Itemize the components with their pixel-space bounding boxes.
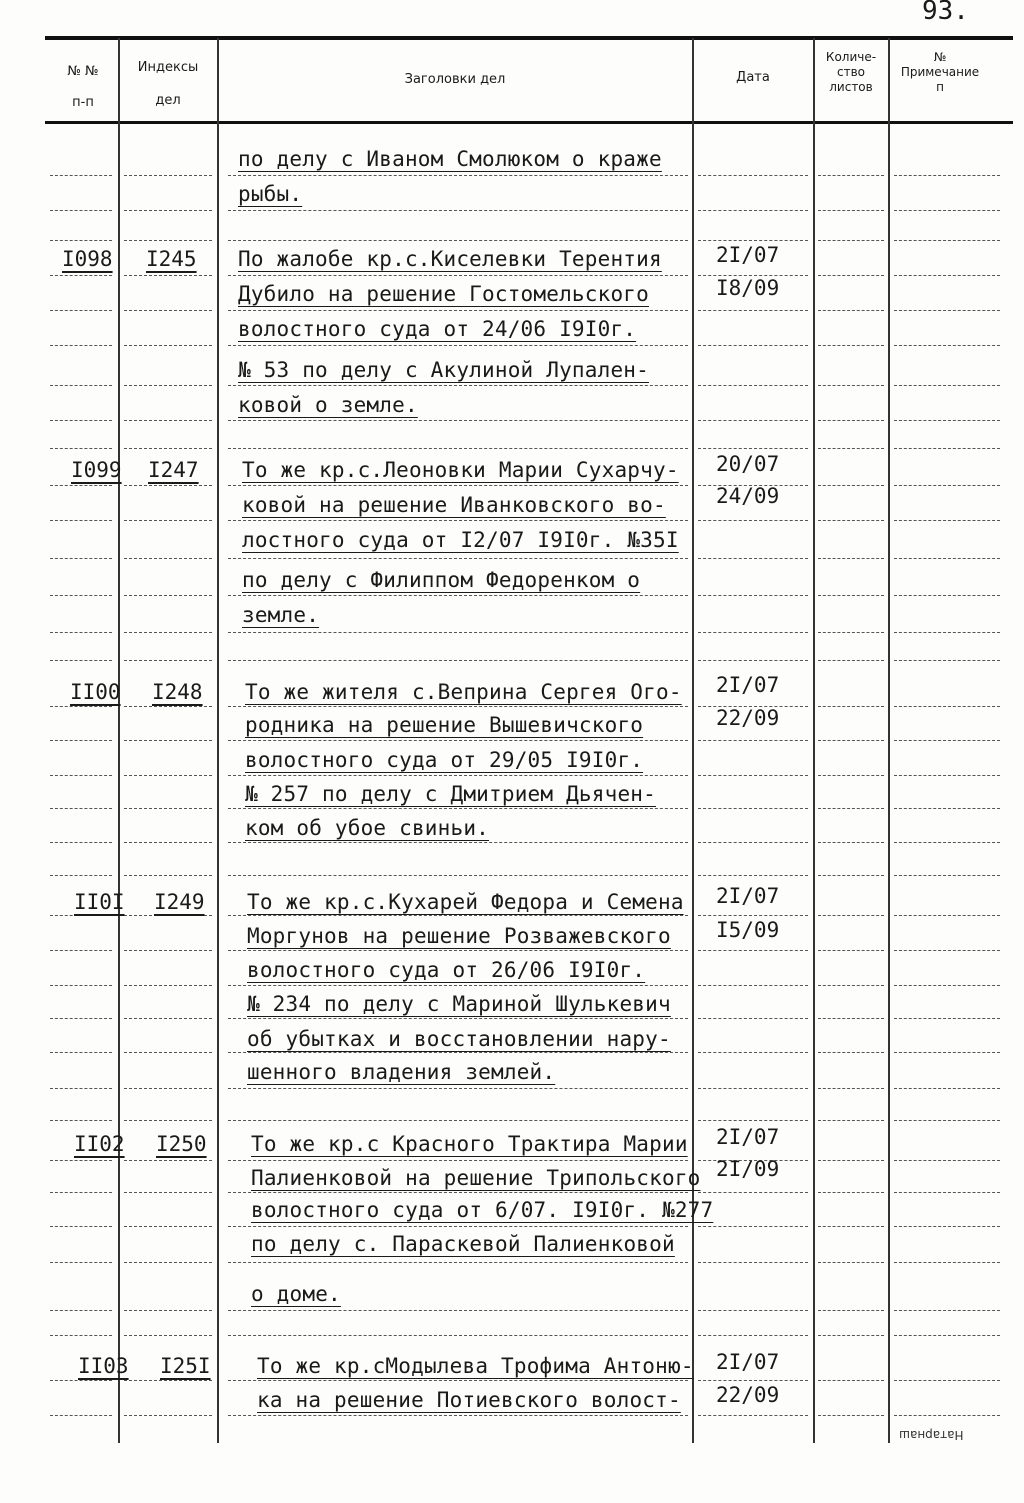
row-index: I248 [152,680,203,704]
ruled-line [124,520,212,522]
row-date: 2I/09 [716,1157,780,1181]
ruled-line [894,448,1000,450]
ruled-line [124,775,212,777]
ruled-line [698,175,808,177]
ruled-line [894,1415,1000,1417]
ruled-line [228,985,688,987]
ruled-line [818,1335,884,1337]
row-number: I098 [62,247,113,271]
ruled-line [228,808,688,810]
ruled-line [698,875,808,877]
ruled-line [818,1262,884,1264]
ruled-line [698,808,808,810]
row-title-line: То же кр.сМодылева Трофима Антоню- [257,1354,694,1378]
ruled-line [894,240,1000,242]
header-note: № Примечание п [900,50,980,94]
ruled-line [894,385,1000,387]
ruled-line [228,842,688,844]
row-index: I247 [148,458,199,482]
row-title-line: Палиенковой на решение Трипольского [251,1166,701,1190]
ruled-line [124,1088,212,1090]
ruled-line [818,175,884,177]
ruled-line [124,1018,212,1020]
row-title-line: по делу с Филиппом Федоренком о [242,568,641,592]
ruled-line [818,1226,884,1228]
ruled-line [894,1160,1000,1162]
ruled-line [228,1380,688,1382]
row-index: I249 [154,890,205,914]
header-num: № № п-п [67,64,99,110]
ruled-line [228,950,688,952]
ruled-line [818,1018,884,1020]
ruled-line [50,485,112,487]
row-date: 22/09 [716,706,780,730]
row-date: 2I/07 [716,884,780,908]
ruled-line [50,420,112,422]
ruled-line [50,1335,112,1337]
column-divider [813,38,815,1443]
ruled-line [894,1088,1000,1090]
ruled-line [124,210,212,212]
row-title-line: № 234 по делу с Мариной Шулькевич [247,992,671,1016]
ruled-line [124,1052,212,1054]
ruled-line [228,1192,688,1194]
ruled-line [698,1052,808,1054]
ruled-line [698,1088,808,1090]
ruled-line [124,1415,212,1417]
ruled-line [228,632,688,634]
ruled-line [894,706,1000,708]
row-title-line: ком об убое свиньи. [245,816,490,840]
ruled-line [124,1335,212,1337]
ruled-line [818,1415,884,1417]
continuation-line: рыбы. [238,182,303,206]
ruled-line [894,175,1000,177]
ruled-line [124,1192,212,1194]
ruled-line [228,740,688,742]
ruled-line [818,1088,884,1090]
row-title-line: То же жителя с.Веприна Сергея Ого- [245,680,682,704]
ruled-line [818,1192,884,1194]
ruled-line [228,660,688,662]
ruled-line [818,915,884,917]
ruled-line [894,985,1000,987]
ruled-line [50,740,112,742]
ruled-line [50,1192,112,1194]
ruled-line [698,1226,808,1228]
ruled-line [124,706,212,708]
row-title-line: лостного суда от I2/07 I9I0г. №35I [242,528,679,552]
row-title-line: Дубило на решение Гостомельского [238,282,649,306]
ruled-line [124,1380,212,1382]
ruled-line [894,1226,1000,1228]
ruled-line [698,1192,808,1194]
ruled-line [124,950,212,952]
ruled-line [228,485,688,487]
ruled-line [228,1160,688,1162]
ruled-line [50,520,112,522]
ruled-line [894,1310,1000,1312]
ruled-line [818,275,884,277]
ruled-line [228,385,688,387]
ruled-line [50,175,112,177]
header-index: Индексы дел [137,60,199,108]
ruled-line [698,985,808,987]
ruled-line [124,808,212,810]
ruled-line [124,275,212,277]
ruled-line [818,842,884,844]
ruled-line [894,485,1000,487]
ruled-line [50,950,112,952]
row-title-line: об убытках и восстановлении нару- [247,1027,671,1051]
ruled-line [124,660,212,662]
ruled-line [50,660,112,662]
ruled-line [818,345,884,347]
row-title-line: То же кр.с Красного Трактира Марии [251,1132,688,1156]
row-title-line: о доме. [251,1282,341,1306]
ruled-line [818,660,884,662]
ruled-line [698,520,808,522]
ruled-line [124,1262,212,1264]
ruled-line [124,420,212,422]
ruled-line [698,345,808,347]
ruled-line [228,448,688,450]
ruled-line [124,842,212,844]
row-date: 2I/07 [716,673,780,697]
row-title-line: То же кр.с.Кухарей Федора и Семена [247,890,684,914]
ruled-line [894,420,1000,422]
row-title-line: волостного суда от 26/06 I9I0г. [247,958,646,982]
row-number: II0I [74,890,125,914]
ruled-line [818,520,884,522]
row-date: 2I/07 [716,1350,780,1374]
ruled-line [50,1380,112,1382]
ruled-line [698,915,808,917]
ruled-line [818,210,884,212]
ruled-line [698,1120,808,1122]
header-title: Заголовки дел [404,72,506,87]
ruled-line [818,420,884,422]
ruled-line [894,1192,1000,1194]
ruled-line [50,1160,112,1162]
ruled-line [228,175,688,177]
ruled-line [228,240,688,242]
row-title-line: родника на решение Вышевичского [245,713,644,737]
ruled-line [698,842,808,844]
ruled-line [50,310,112,312]
ruled-line [818,1310,884,1312]
ruled-line [894,1052,1000,1054]
ruled-line [228,915,688,917]
footer-stamp: Натарнаш [899,1428,964,1442]
ruled-line [818,1120,884,1122]
ruled-line [50,875,112,877]
ruled-line [894,808,1000,810]
ruled-line [124,632,212,634]
ruled-line [894,915,1000,917]
ruled-line [894,1380,1000,1382]
ruled-line [50,775,112,777]
ruled-line [50,808,112,810]
row-number: II02 [74,1132,125,1156]
ruled-line [124,345,212,347]
ruled-line [818,740,884,742]
ruled-line [698,595,808,597]
top-rule [45,36,1013,40]
ruled-line [818,485,884,487]
ruled-line [124,175,212,177]
row-title-line: ковой о земле. [238,393,418,417]
column-divider [692,38,694,1443]
row-title-line: То же кр.с.Леоновки Марии Сухарчу- [242,458,679,482]
row-title-line: Моргунов на решение Розважевского [247,924,671,948]
ruled-line [894,275,1000,277]
column-divider [888,38,890,1443]
ruled-line [818,448,884,450]
ruled-line [124,595,212,597]
ruled-line [50,915,112,917]
ruled-line [50,1310,112,1312]
ruled-line [50,385,112,387]
ruled-line [698,632,808,634]
ruled-line [818,240,884,242]
row-date: 2I/07 [716,243,780,267]
ruled-line [818,310,884,312]
row-title-line: ка на решение Потиевского волост- [257,1388,681,1412]
ruled-line [124,448,212,450]
ruled-line [50,632,112,634]
ruled-line [228,1120,688,1122]
ruled-line [698,660,808,662]
ruled-line [698,448,808,450]
row-date: 2I/07 [716,1125,780,1149]
ruled-line [228,1415,688,1417]
ruled-line [698,1335,808,1337]
ruled-line [50,240,112,242]
ruled-line [894,1262,1000,1264]
ruled-line [228,275,688,277]
ruled-line [228,558,688,560]
ruled-line [50,448,112,450]
ruled-line [50,1415,112,1417]
ruled-line [124,1310,212,1312]
ruled-line [124,240,212,242]
ruled-line [50,1226,112,1228]
ruled-line [894,875,1000,877]
row-number: II00 [70,680,121,704]
ruled-line [124,1226,212,1228]
row-number: II03 [78,1354,129,1378]
ruled-line [698,310,808,312]
header-sheets: Количе- ство листов [825,50,877,94]
ruled-line [124,875,212,877]
ruled-line [228,595,688,597]
column-divider [217,38,219,1443]
header-rule [45,121,1013,124]
ruled-line [894,310,1000,312]
row-title-line: по делу с. Параскевой Палиенковой [251,1232,675,1256]
ruled-line [124,985,212,987]
ruled-line [698,1380,808,1382]
ruled-line [698,775,808,777]
ruled-line [894,1335,1000,1337]
ruled-line [124,558,212,560]
ruled-line [894,210,1000,212]
ruled-line [818,558,884,560]
row-title-line: земле. [242,603,320,627]
ruled-line [50,345,112,347]
ruled-line [894,558,1000,560]
ruled-line [124,310,212,312]
ruled-line [124,485,212,487]
ruled-line [818,950,884,952]
ruled-line [894,660,1000,662]
ruled-line [698,1415,808,1417]
ruled-line [228,520,688,522]
ruled-line [894,1018,1000,1020]
ruled-line [818,985,884,987]
ruled-line [894,775,1000,777]
ruled-line [818,775,884,777]
ruled-line [124,1120,212,1122]
ruled-line [50,1088,112,1090]
ruled-line [894,595,1000,597]
row-index: I250 [156,1132,207,1156]
ruled-line [228,420,688,422]
ruled-line [818,595,884,597]
ruled-line [124,740,212,742]
ruled-line [50,275,112,277]
row-title-line: волостного суда от 24/06 I9I0г. [238,317,637,341]
ruled-line [228,1310,688,1312]
ruled-line [228,706,688,708]
continuation-line: по делу с Иваном Смолюком о краже [238,147,662,171]
ruled-line [228,1018,688,1020]
ruled-line [698,420,808,422]
page-number: 93. [922,0,969,26]
ruled-line [894,1120,1000,1122]
ruled-line [698,1310,808,1312]
ruled-line [228,345,688,347]
ruled-line [124,915,212,917]
row-index: I245 [146,247,197,271]
row-date: 24/09 [716,484,780,508]
ruled-line [124,385,212,387]
ruled-line [818,1160,884,1162]
ruled-line [698,1018,808,1020]
header-date: Дата [736,70,770,85]
ruled-line [228,1088,688,1090]
ruled-line [698,740,808,742]
ruled-line [50,210,112,212]
row-date: I5/09 [716,918,780,942]
row-title-line: № 53 по делу с Акулиной Лупален- [238,358,649,382]
ruled-line [124,1160,212,1162]
ruled-line [50,1120,112,1122]
ruled-line [228,310,688,312]
ruled-line [894,345,1000,347]
ruled-line [698,240,808,242]
ruled-line [50,985,112,987]
row-date: 22/09 [716,1383,780,1407]
ruled-line [818,706,884,708]
row-title-line: ковой на решение Иванковского во- [242,493,666,517]
ruled-line [228,1335,688,1337]
ruled-line [818,1380,884,1382]
row-title-line: По жалобе кр.с.Киселевки Терентия [238,247,662,271]
ruled-line [818,385,884,387]
ruled-line [228,775,688,777]
ruled-line [50,706,112,708]
ruled-line [894,740,1000,742]
ruled-line [228,210,688,212]
ruled-line [698,385,808,387]
ruled-line [894,950,1000,952]
ruled-line [818,1052,884,1054]
ruled-line [698,210,808,212]
ruled-line [818,875,884,877]
ruled-line [228,875,688,877]
ruled-line [818,808,884,810]
row-title-line: № 257 по делу с Дмитрием Дьячен- [245,782,656,806]
ruled-line [894,842,1000,844]
ruled-line [50,842,112,844]
ruled-line [228,1226,688,1228]
ruled-line [698,558,808,560]
row-index: I25I [160,1354,211,1378]
ruled-line [50,1262,112,1264]
ruled-line [50,1052,112,1054]
ruled-line [818,632,884,634]
ruled-line [228,1052,688,1054]
ruled-line [50,558,112,560]
ruled-line [228,1262,688,1264]
ruled-line [698,950,808,952]
row-title-line: волостного суда от 29/05 I9I0г. [245,748,644,772]
ruled-line [894,632,1000,634]
row-title-line: шенного владения землей. [247,1060,556,1084]
ruled-line [50,595,112,597]
ruled-line [894,520,1000,522]
row-number: I099 [71,458,122,482]
row-date: 20/07 [716,452,780,476]
row-title-line: волостного суда от 6/07. I9I0г. №277 [251,1198,714,1222]
row-date: I8/09 [716,276,780,300]
column-divider [118,38,120,1443]
ruled-line [698,1262,808,1264]
ruled-line [50,1018,112,1020]
